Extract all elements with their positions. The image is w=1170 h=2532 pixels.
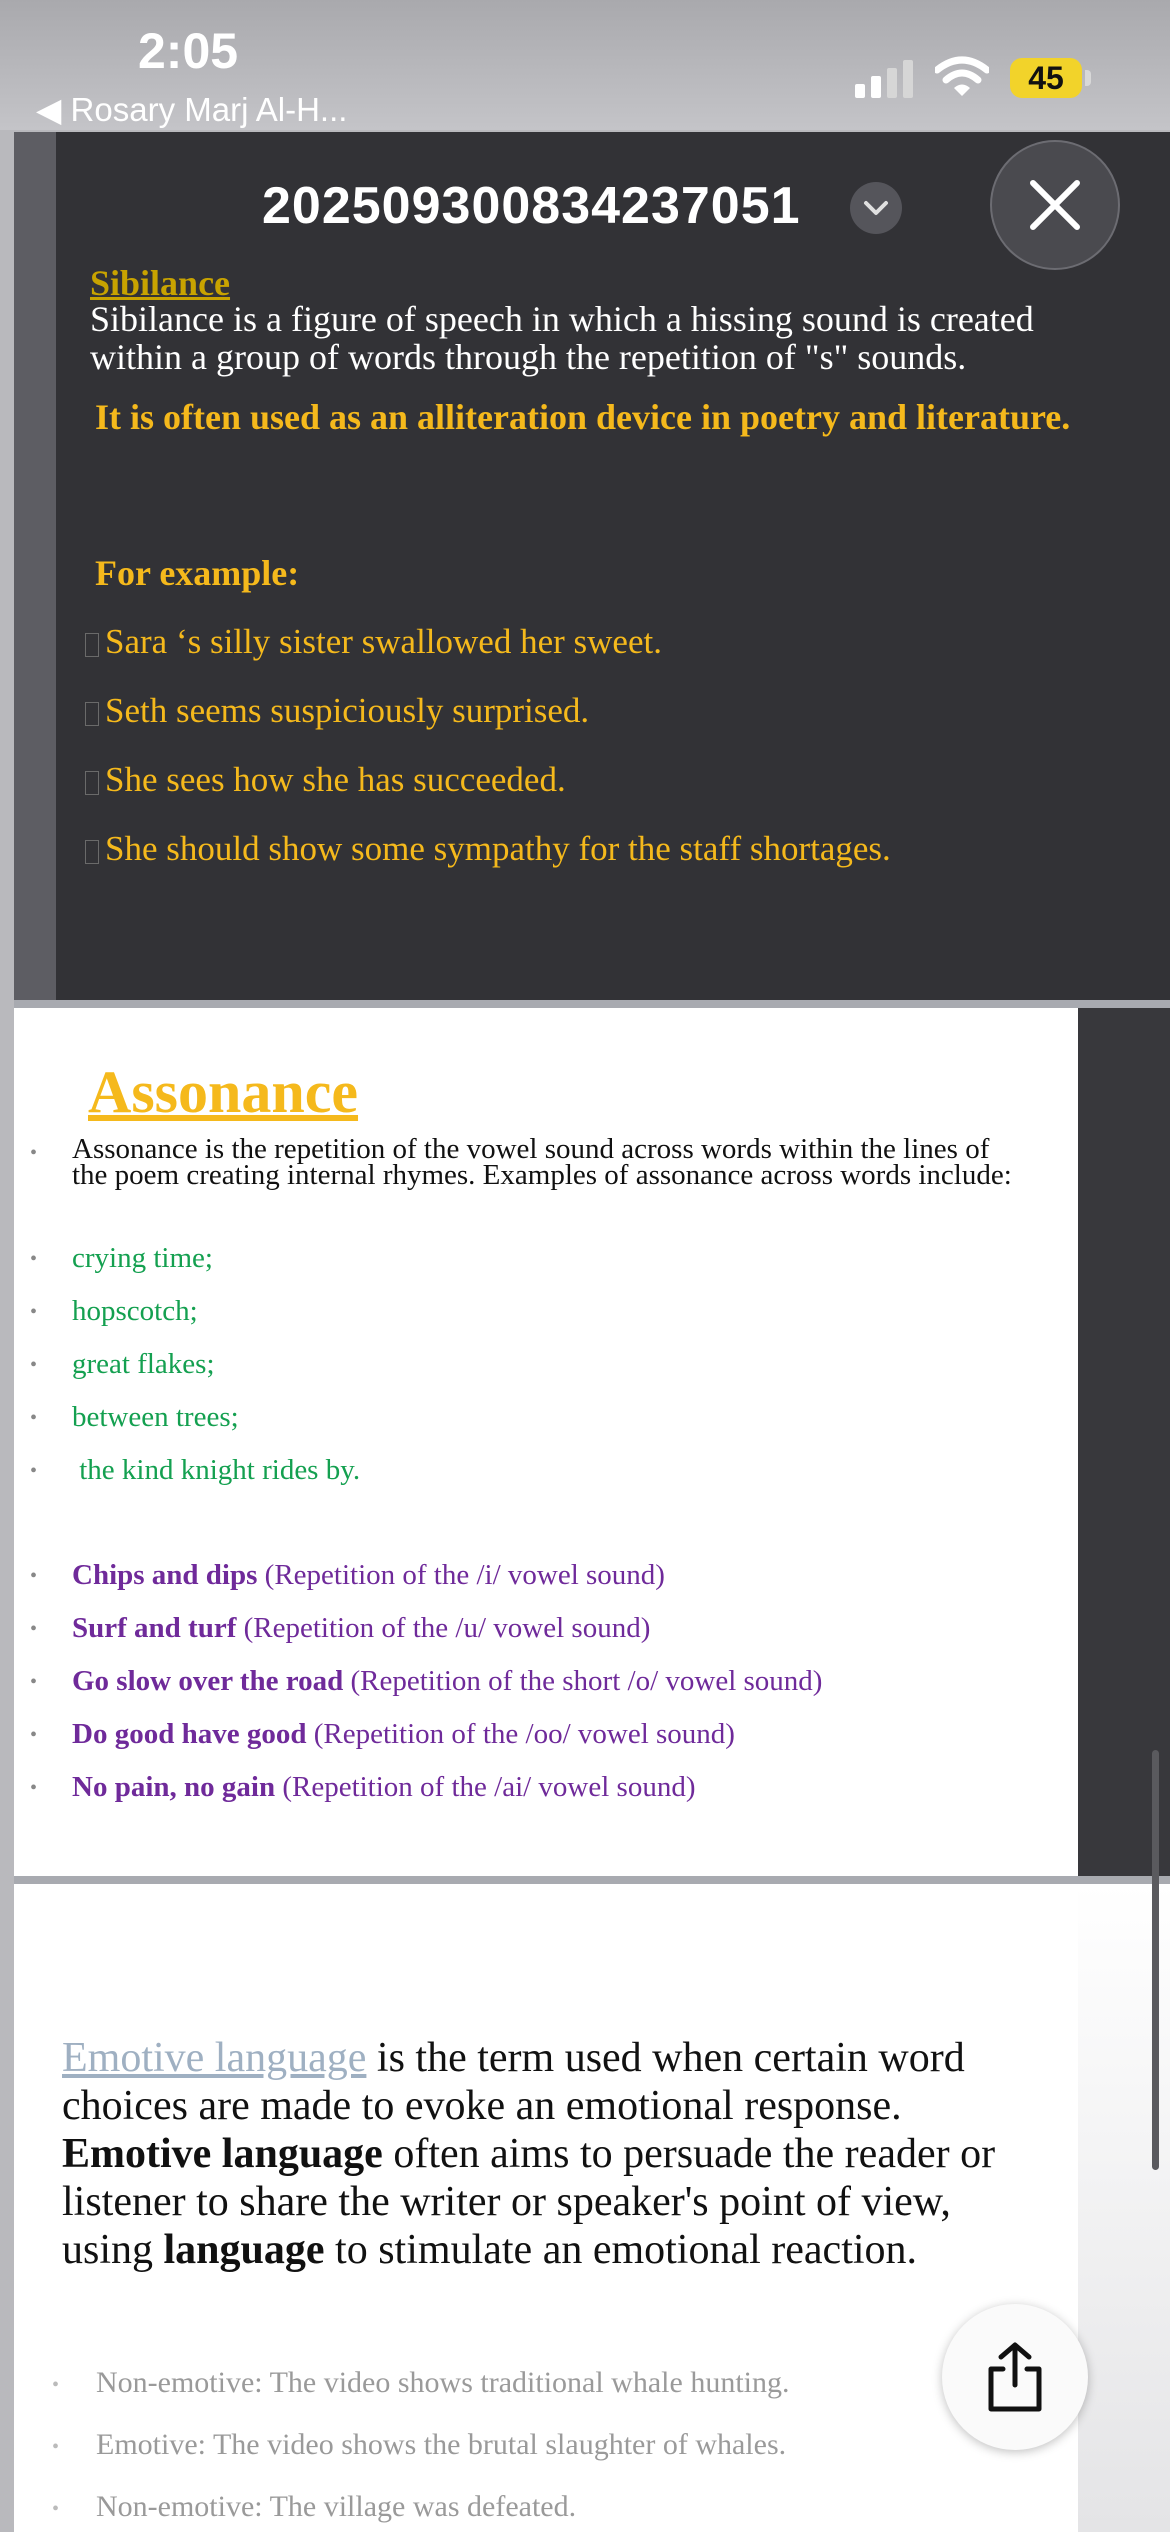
- list-item: the kind knight rides by.: [72, 1454, 361, 1486]
- bullet-icon: •: [52, 2374, 60, 2396]
- bullet-icon: •: [30, 1565, 38, 1587]
- list-item: Chips and dips (Repetition of the /i/ vowel sound): [72, 1559, 665, 1591]
- list-item: Seth seems suspiciously surprised.: [85, 691, 589, 731]
- battery-indicator: 45: [1010, 58, 1082, 98]
- status-time: 2:05: [138, 23, 239, 79]
- bullet-icon: •: [30, 1724, 38, 1746]
- slide-margin: [1078, 1008, 1170, 1876]
- list-item: between trees;: [72, 1401, 239, 1433]
- bullet-icon: •: [52, 2498, 60, 2520]
- slide-divider: [14, 1876, 1170, 1884]
- close-button[interactable]: [990, 140, 1120, 270]
- bullet-icon: •: [52, 2436, 60, 2458]
- close-icon: [1027, 177, 1083, 233]
- bullet-icon: •: [30, 1142, 38, 1164]
- list-item: Go slow over the road (Repetition of the short /o/ vowel sound): [72, 1665, 823, 1697]
- slide-edge: [14, 132, 56, 1000]
- document-title[interactable]: 202509300834237051: [262, 177, 801, 235]
- list-item: Emotive: The video shows the brutal slaughter of whales.: [96, 2428, 787, 2461]
- list-item: She should show some sympathy for the staff shortages.: [85, 829, 891, 869]
- assonance-definition: Assonance is the repetition of the vowel sound across words within the lines of the poem creating internal rhymes. Examples of assonance across words include:: [72, 1133, 1012, 1191]
- sibilance-note: It is often used as an alliteration device in poetry and literature.: [95, 397, 1071, 437]
- slide-divider: [14, 1000, 1170, 1008]
- list-item: Non-emotive: The village was defeated.: [96, 2490, 577, 2523]
- sibilance-example-heading: For example:: [95, 553, 300, 593]
- back-to-app-link[interactable]: ◀ Rosary Marj Al-H...: [36, 91, 348, 128]
- bullet-icon: •: [30, 1777, 38, 1799]
- list-item: She sees how she has succeeded.: [85, 760, 566, 800]
- bullet-icon: •: [30, 1248, 38, 1270]
- bullet-icon: •: [30, 1407, 38, 1429]
- share-button[interactable]: [942, 2304, 1088, 2450]
- assonance-title: Assonance: [88, 1059, 359, 1125]
- emotive-language-link[interactable]: Emotive language: [62, 2035, 367, 2081]
- bullet-icon: •: [30, 1301, 38, 1323]
- list-item: Surf and turf (Repetition of the /u/ vowel sound): [72, 1612, 651, 1644]
- bullet-icon: •: [30, 1354, 38, 1376]
- battery-tip: [1085, 70, 1091, 86]
- bullet-icon: •: [30, 1618, 38, 1640]
- scrollbar[interactable]: [1152, 1750, 1159, 2170]
- cellular-signal-icon: [855, 60, 917, 98]
- list-item: hopscotch;: [72, 1295, 198, 1327]
- list-item: great flakes;: [72, 1348, 215, 1380]
- list-item: Do good have good (Repetition of the /oo/ vowel sound): [72, 1718, 735, 1750]
- share-icon: [983, 2341, 1047, 2413]
- chevron-down-icon[interactable]: [850, 182, 902, 234]
- list-item: crying time;: [72, 1242, 213, 1274]
- wifi-icon: [935, 56, 989, 98]
- list-item: Non-emotive: The video shows traditional whale hunting.: [96, 2366, 790, 2399]
- bullet-icon: •: [30, 1460, 38, 1482]
- sibilance-definition: Sibilance is a figure of speech in which a hissing sound is created within a group of words through the repetition of "s" sounds.: [90, 299, 1034, 377]
- bullet-icon: •: [30, 1671, 38, 1693]
- emotive-paragraph: Emotive language is the term used when certain word choices are made to evoke an emotional response. Emotive language often aims to persuade the reader or listener to share the writer or speaker's point of view, using language to stimulate an emotional reaction.: [62, 2035, 996, 2273]
- list-item: No pain, no gain (Repetition of the /ai/ vowel sound): [72, 1771, 696, 1803]
- list-item: Sara ‘s silly sister swallowed her sweet.: [85, 622, 662, 662]
- sibilance-heading: Sibilance: [90, 263, 231, 303]
